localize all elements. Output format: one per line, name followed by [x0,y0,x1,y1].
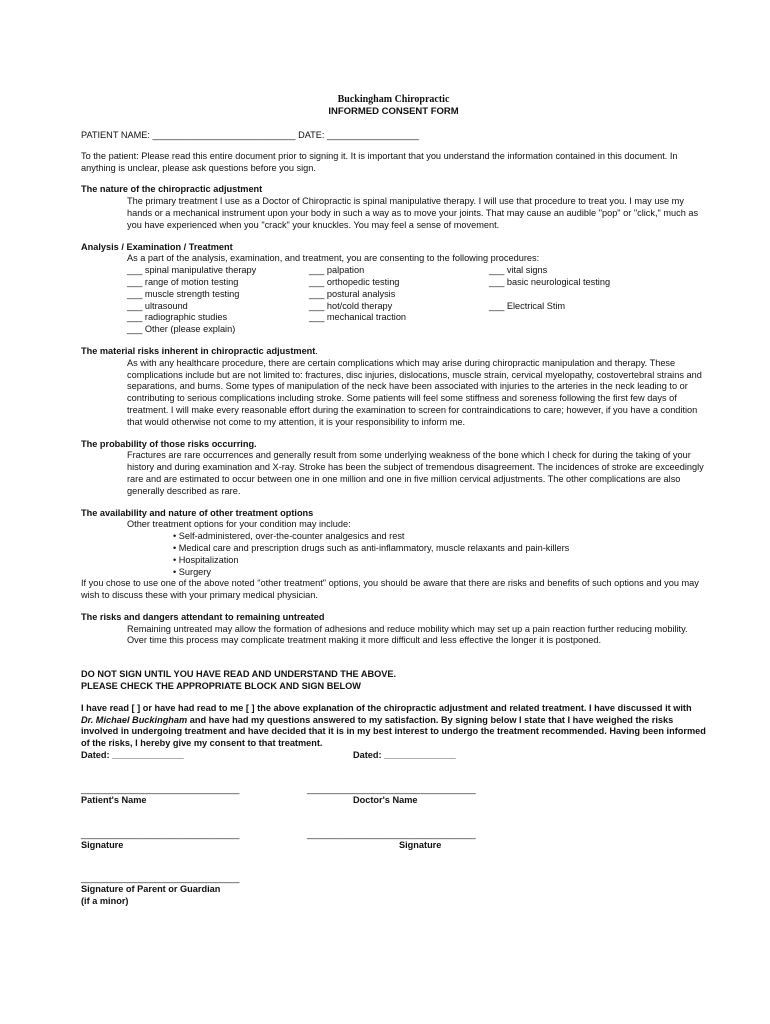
patient-signature-line[interactable]: _______________________________ [81,828,240,839]
section-heading-other-options: The availability and nature of other treatment options [81,507,314,518]
procedure-item[interactable]: ___ mechanical traction [309,312,407,323]
procedure-item[interactable]: ___ muscle strength testing [127,288,240,299]
doctor-name-label: Doctor's Name [353,794,418,805]
section-heading-untreated: The risks and dangers attendant to remaining untreated [81,611,325,622]
procedure-item[interactable]: ___ ultrasound [127,300,188,311]
guardian-minor-note: (if a minor) [81,896,129,907]
section-lead-other-options: Other treatment options for your condition may include: [127,519,351,530]
doctor-name: Dr. Michael Buckingham [81,714,188,725]
section-heading-risks [81,346,706,358]
consent-text-part1: I have read [ ] or have had read to me [ ] the above explanation of the chiropractic adjustment and related treatment. I have discussed it with [81,702,692,713]
section-heading-probability: The probability of those risks occurring. [81,438,257,449]
other-options-note: If you chose to use one of the above noted "other treatment" options, you should be aware that there are risks and benefits of such options and you may wish to discuss these with your primary medical physician. [81,578,699,601]
procedure-item[interactable]: ___ radiographic studies [127,312,228,323]
list-item: • Self-administered, over-the-counter analgesics and rest [173,531,405,542]
warning-block [81,669,706,693]
doctor-dated-field[interactable]: Dated: ______________ [353,750,456,761]
patient-name-line[interactable]: _______________________________ [81,783,240,794]
section-body-risks: As with any healthcare procedure, there are certain complications which may arise during chiropractic manipulation and therapy. These complications include but are not limited to: fractures, disc injuries, dislocations, muscle strain, cervical myelopathy, costovertebral strains and separations, and burns. Some types of manipulation of the neck have been associated with injuries to the arteries in the neck leading to or contributing to serious complications including stroke. Some patients will feel some stiffness and soreness following the first few days of treatment. I will make every reasonable effort during the examination to screen for contraindications to care; however, if you have a condition that would otherwise not come to my attention, it is your responsibility to inform me. [127,357,702,427]
procedure-item[interactable]: ___ Other (please explain) [127,324,236,335]
signature-row [81,829,706,852]
practice-name: Buckingham Chiropractic [337,94,450,105]
patient-signature-label: Signature [81,839,124,850]
procedure-item[interactable]: ___ range of motion testing [127,276,239,287]
section-body-probability: Fractures are rare occurrences and generally result from some underlying weakness of the bone which I check for during the taking of your history and during examination and X-ray. Stroke has been the subject of tremendous disagreement. The incidences of stroke are exceedingly rare and are estimated to occur between one in one million and one in five million cervical adjustments. The other complications are also generally described as rare. [127,450,704,496]
guardian-signature-line[interactable]: _______________________________ [81,873,240,884]
patient-name-date-line: PATIENT NAME: ____________________________ DATE: __________________ [81,130,419,140]
procedure-item[interactable]: ___ Electrical Stim [489,300,566,311]
consent-text-part2: and have had my questions answered to my satisfaction. By signing below I state that I have weighed the risks involved in undergoing treatment and have decided that it is in my best interest to undergo the treatment recommended. Having been informed of the risks, I hereby give my consent to that treatment. [81,714,706,749]
intro-paragraph: To the patient: Please read this entire document prior to signing it. It is important that you understand the information contained in this document. In anything is unclear, please ask questions before you sign. [81,150,678,173]
doctor-signature-block [307,829,557,852]
procedure-item[interactable]: ___ basic neurological testing [489,276,611,287]
procedure-item [309,324,489,336]
section-lead-analysis: As a part of the analysis, examination, and treatment, you are consenting to the following procedures: [127,253,540,264]
doctor-name-line[interactable]: _________________________________ [307,783,476,794]
guardian-row [81,873,706,908]
document-body [81,94,706,908]
list-item: • Hospitalization [173,554,239,565]
dated-row [81,750,706,762]
procedure-item[interactable]: ___ palpation [309,265,365,276]
guardian-signature-block [81,873,239,908]
form-title: INFORMED CONSENT FORM [328,106,459,117]
other-options-list [81,531,706,578]
consent-statement [81,703,706,750]
patient-signature-block [81,829,307,852]
procedure-item [489,289,689,301]
section-body-untreated: Remaining untreated may allow the formation of adhesions and reduce mobility which may set up a pain reaction further reducing mobility. Over time this process may complicate treatment making it more difficult and less effective the longer it is postponed. [127,623,688,646]
procedure-item[interactable]: ___ vital signs [489,265,548,276]
procedure-item [489,312,689,324]
section-heading-analysis: Analysis / Examination / Treatment [81,241,233,252]
risks-heading-period: . [315,345,318,356]
doctor-name-block [307,784,557,807]
procedure-checklist [81,265,706,336]
risks-heading-text: The material risks inherent in chiropractic adjustment [81,345,316,356]
guardian-label: Signature of Parent or Guardian [81,884,221,895]
warning-line-2: PLEASE CHECK THE APPROPRIATE BLOCK AND SIGN BELOW [81,681,361,692]
doctor-signature-line[interactable]: _________________________________ [307,828,476,839]
procedure-item[interactable]: ___ spinal manipulative therapy [127,265,257,276]
name-signature-row [81,784,706,807]
warning-line-1: DO NOT SIGN UNTIL YOU HAVE READ AND UNDERSTAND THE ABOVE. [81,669,397,680]
section-body-nature: The primary treatment I use as a Doctor of Chiropractic is spinal manipulative therapy. I will use that procedure to treat you. I may use my hands or a mechanical instrument upon your body in such a way as to move your joints. That may cause an audible "pop" or "click," much as you have experienced when you "crack" your knuckles. You may feel a sense of movement. [127,196,699,230]
procedure-item[interactable]: ___ postural analysis [309,288,396,299]
section-heading-nature: The nature of the chiropractic adjustment [81,184,263,195]
patient-dated-field[interactable]: Dated: ______________ [81,750,184,761]
list-item: • Surgery [173,566,211,577]
list-item: • Medical care and prescription drugs such as anti-inflammatory, muscle relaxants and pain-killers [173,542,570,553]
procedure-item [489,324,689,336]
procedure-item[interactable]: ___ hot/cold therapy [309,300,393,311]
procedure-item[interactable]: ___ orthopedic testing [309,276,400,287]
patient-name-label: Patient's Name [81,794,147,805]
doctor-signature-label: Signature [399,839,442,850]
patient-name-block [81,784,307,807]
